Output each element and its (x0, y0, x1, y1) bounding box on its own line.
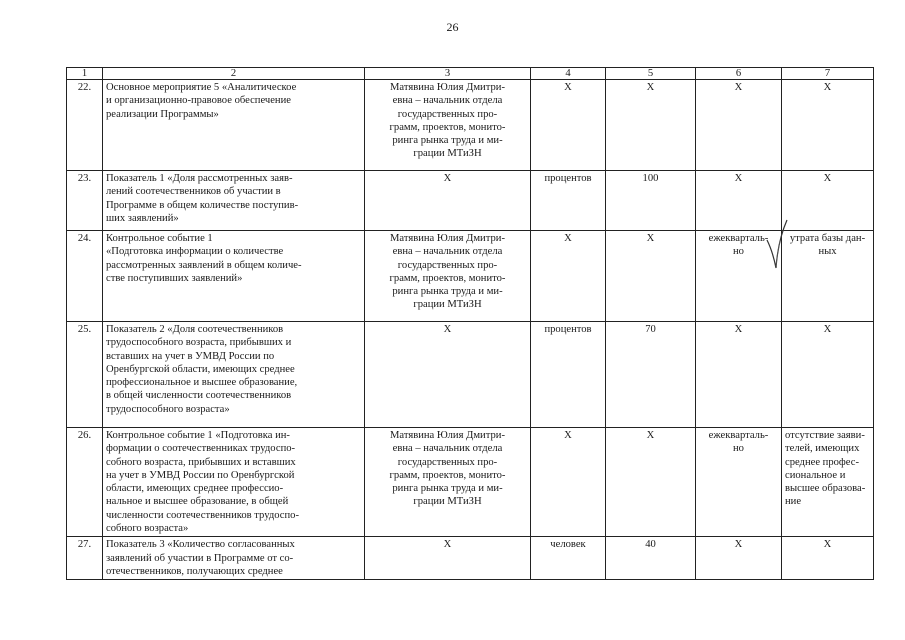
header-cell: 6 (696, 68, 782, 80)
table-row (67, 537, 874, 580)
row-number: 23. (67, 171, 103, 231)
risk: Х (782, 537, 874, 580)
item-name: Контрольное событие 1 «Подготовка ин- формации о соотечественниках трудоспо- собного возраста, прибывших и вставших на учет в УМВД России по Оренбургской области, имеющих среднее профессио- нальное и высшее образование, в общей численности соотечественников трудоспо- собного возраста» (103, 428, 365, 537)
responsible: Матявина Юлия Дмитри- евна – начальник отдела государственных про- грамм, проектов, монито- ринга рынка труда и ми- грации МТиЗН (365, 231, 531, 322)
row-number: 27. (67, 537, 103, 580)
risk: утрата базы дан- ных (782, 231, 874, 322)
value: 40 (606, 537, 696, 580)
header-cell: 2 (103, 68, 365, 80)
header-cell: 5 (606, 68, 696, 80)
header-cell: 7 (782, 68, 874, 80)
row-number: 25. (67, 322, 103, 428)
responsible: Матявина Юлия Дмитри- евна – начальник отдела государственных про- грамм, проектов, монито- ринга рынка труда и ми- грации МТиЗН (365, 428, 531, 537)
table-row (67, 322, 874, 428)
table-row (67, 80, 874, 171)
risk: Х (782, 171, 874, 231)
item-name: Контрольное событие 1 «Подготовка информации о количестве рассмотренных заявлений в общем количе- стве поступивших заявлений» (103, 231, 365, 322)
unit: процентов (531, 171, 606, 231)
header-cell: 3 (365, 68, 531, 80)
responsible: Х (365, 322, 531, 428)
responsible: Х (365, 171, 531, 231)
page-number: 26 (446, 20, 459, 34)
risk: Х (782, 322, 874, 428)
unit: человек (531, 537, 606, 580)
period: Х (696, 322, 782, 428)
table-row (67, 231, 874, 322)
row-number: 24. (67, 231, 103, 322)
period: ежекварталь- но (696, 428, 782, 537)
period: ежекварталь- но (696, 231, 782, 322)
period: Х (696, 537, 782, 580)
responsible: Х (365, 537, 531, 580)
value: Х (606, 80, 696, 171)
item-name: Показатель 1 «Доля рассмотренных заяв- лений соотечественников об участии в Программе в общем количестве поступив- ших заявлений» (103, 171, 365, 231)
risk: отсутствие заяви- телей, имеющих среднее профес- сиональное и высшее образова- ние (782, 428, 874, 537)
table-row (67, 171, 874, 231)
value: Х (606, 231, 696, 322)
unit: процентов (531, 322, 606, 428)
header-cell: 4 (531, 68, 606, 80)
period: Х (696, 171, 782, 231)
program-events-table (66, 67, 874, 580)
item-name: Основное мероприятие 5 «Аналитическое и организационно-правовое обеспечение реализации Программы» (103, 80, 365, 171)
value: Х (606, 428, 696, 537)
table-row (67, 428, 874, 537)
period: Х (696, 80, 782, 171)
risk: Х (782, 80, 874, 171)
value: 100 (606, 171, 696, 231)
row-number: 22. (67, 80, 103, 171)
value: 70 (606, 322, 696, 428)
header-cell: 1 (67, 68, 103, 80)
table-header-row (67, 68, 874, 80)
unit: Х (531, 428, 606, 537)
responsible: Матявина Юлия Дмитри- евна – начальник отдела государственных про- грамм, проектов, монито- ринга рынка труда и ми- грации МТиЗН (365, 80, 531, 171)
item-name: Показатель 2 «Доля соотечественников трудоспособного возраста, прибывших и вставших на учет в УМВД России по Оренбургской области, имеющих среднее профессиональное и высшее образование, в общей численности соотечественников трудоспособного возраста» (103, 322, 365, 428)
unit: Х (531, 231, 606, 322)
handwritten-checkmark-icon (765, 218, 789, 270)
item-name: Показатель 3 «Количество согласованных заявлений об участии в Программе от со- отечественников, получающих среднее (103, 537, 365, 580)
unit: Х (531, 80, 606, 171)
row-number: 26. (67, 428, 103, 537)
